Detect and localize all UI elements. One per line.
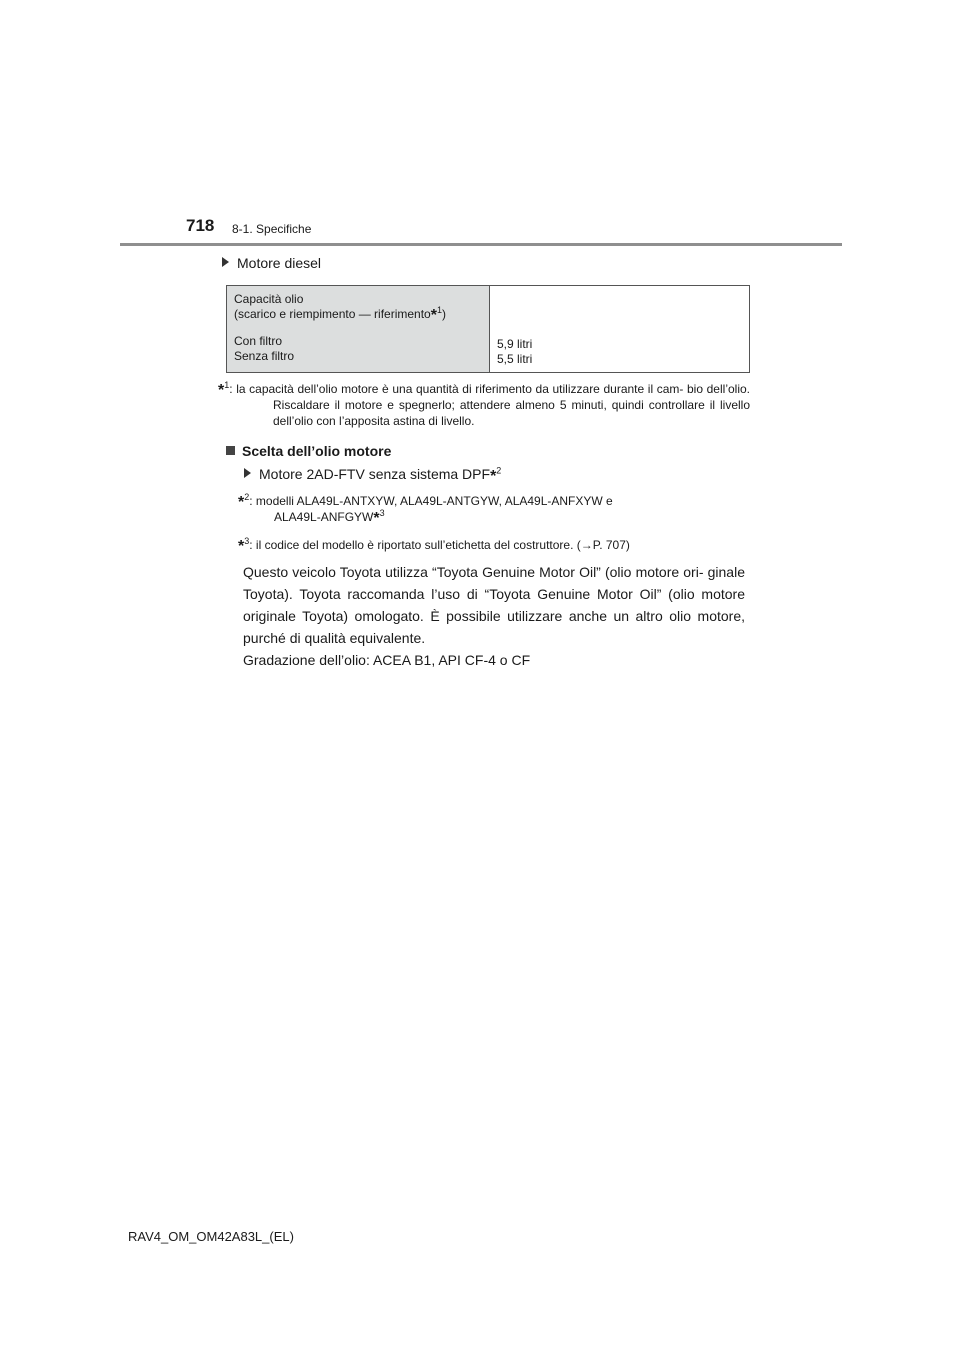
document-code: RAV4_OM_OM42A83L_(EL) bbox=[128, 1229, 294, 1244]
engine-2ad-bullet bbox=[244, 465, 502, 485]
diesel-engine-label: Motore diesel bbox=[237, 255, 322, 271]
asterisk-mark: * bbox=[430, 307, 437, 324]
heading-text: Scelta dell’olio motore bbox=[242, 443, 392, 459]
footnote-ref: 2 bbox=[496, 465, 502, 476]
footnote-3-text: : il codice del modello è riportato sull’etichetta del costruttore. (→P. 707) bbox=[249, 538, 630, 552]
oil-capacity-table bbox=[226, 285, 750, 373]
table-head-line2 bbox=[234, 307, 489, 322]
oil-table-value-column bbox=[490, 286, 749, 372]
footnote-ref: 3 bbox=[379, 508, 385, 518]
section-title: 8-1. Specifiche bbox=[232, 222, 312, 236]
triangle-bullet-icon bbox=[244, 468, 251, 478]
footnote-2-line2: ALA49L-ANFGYW bbox=[274, 510, 374, 524]
table-head-close: ) bbox=[441, 307, 446, 321]
row-label-without-filter: Senza filtro bbox=[234, 349, 295, 363]
asterisk-mark: * bbox=[373, 510, 380, 527]
footnote-number: 2 bbox=[244, 492, 250, 502]
footnote-1-text: : la capacità dell’olio motore è una quantità di riferimento da utilizzare durante il cam- bio dell’olio. Riscaldare il motore e spegnerlo; attendere almeno 5 minuti, quindi controllare il livello dell’olio con l’apposita astina di livello. bbox=[229, 382, 750, 428]
footnote-3 bbox=[238, 537, 758, 553]
oil-table-label-column bbox=[227, 286, 490, 372]
asterisk-mark: * bbox=[238, 538, 245, 555]
row-label-with-filter: Con filtro bbox=[234, 334, 283, 348]
footnote-2-line1: : modelli ALA49L-ANTXYW, ALA49L-ANTGYW, ALA49L-ANFXYW e bbox=[249, 494, 613, 508]
asterisk-mark: * bbox=[238, 494, 245, 511]
asterisk-mark: * bbox=[490, 468, 497, 485]
footnote-ref: 1 bbox=[436, 305, 442, 315]
footnote-number: 1 bbox=[224, 380, 230, 390]
triangle-bullet-icon bbox=[222, 257, 229, 267]
footnote-number: 3 bbox=[244, 536, 250, 546]
engine-2ad-label: Motore 2AD-FTV senza sistema DPF bbox=[259, 466, 491, 482]
value-without-filter: 5,5 litri bbox=[497, 352, 533, 366]
oil-grade-text: Gradazione dell’olio: ACEA B1, API CF-4 o CF bbox=[243, 652, 531, 668]
value-with-filter: 5,9 litri bbox=[497, 337, 533, 351]
page-number: 718 bbox=[186, 216, 215, 235]
square-bullet-icon bbox=[226, 446, 235, 455]
diesel-engine-bullet bbox=[222, 255, 321, 271]
header-divider bbox=[120, 243, 842, 246]
oil-choice-heading bbox=[226, 443, 391, 459]
toyota-oil-paragraph: Questo veicolo Toyota utilizza “Toyota Genuine Motor Oil” (olio motore ori- ginale Toyota). Toyota raccomanda l’uso di “Toyota Genuine Motor Oil” (olio motore originale Toyota) omologato. È possibile utilizzare anche un altro olio motore, purché di qualità equivalente. bbox=[243, 564, 745, 646]
asterisk-mark: * bbox=[218, 382, 225, 399]
table-head-line1: Capacità olio bbox=[234, 292, 304, 306]
footnote-1 bbox=[218, 381, 750, 429]
footnote-2 bbox=[238, 493, 758, 525]
table-head-text: (scarico e riempimento — riferimento bbox=[234, 307, 431, 321]
